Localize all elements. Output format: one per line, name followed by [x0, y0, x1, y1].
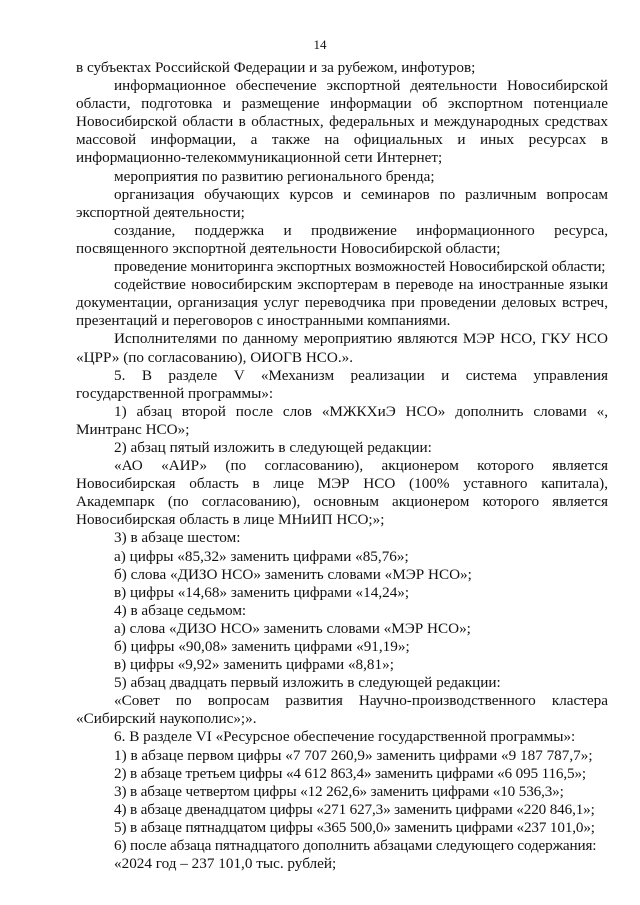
paragraph-0: в субъектах Российской Федерации и за рубежом, инфотуров; [76, 59, 476, 76]
paragraph-2: мероприятия по развитию регионального бренда; [114, 167, 435, 185]
paragraph-7: Исполнителями по данному мероприятию являются МЭР НСО, ГКУ НСО «ЦРР» (по согласованию), ОИОГВ НСО.». [76, 330, 608, 366]
paragraph-1: информационное обеспечение экспортной деятельности Новосибирской области, подготовка и размещение информации об экспортном потенциале Новосибирской области в областных, федеральных и международных средствах массовой информации, а также на официальных и иных ресурсах в информационно-телекоммуникационной сети Интернет; [76, 77, 608, 167]
paragraph-16: 4) в абзаце седьмом: [114, 601, 247, 619]
paragraph-19: в) цифры «9,92» заменить цифрами «8,81»; [114, 656, 394, 674]
paragraph-15: в) цифры «14,68» заменить цифрами «14,24»; [114, 583, 410, 601]
paragraph-24: 2) в абзаце третьем цифры «4 612 863,4» заменить цифрами «6 095 116,5»; [114, 764, 586, 782]
paragraph-10: 2) абзац пятый изложить в следующей редакции: [114, 438, 432, 456]
paragraph-17: а) слова «ДИЗО НСО» заменить словами «МЭР НСО»; [114, 619, 471, 637]
paragraph-28: 6) после абзаца пятнадцатого дополнить абзацами следующего содержания: [114, 837, 597, 855]
paragraph-6: содействие новосибирским экспортерам в переводе на иностранные языки документации, организация услуг переводчика при проведении деловых встреч, презентаций и переговоров с иностранными компаниями. [76, 276, 608, 330]
paragraph-20: 5) абзац двадцать первый изложить в следующей редакции: [114, 674, 501, 692]
paragraph-27: 5) в абзаце пятнадцатом цифры «365 500,0» заменить цифрами «237 101,0»; [114, 818, 595, 836]
paragraph-12: 3) в абзаце шестом: [114, 529, 241, 547]
paragraph-23: 1) в абзаце первом цифры «7 707 260,9» заменить цифрами «9 187 787,7»; [114, 746, 593, 764]
paragraph-8: 5. В разделе V «Механизм реализации и система управления государственной программы»: [76, 366, 608, 402]
paragraph-21: «Совет по вопросам развития Научно-производственного кластера «Сибирский наукополис»;». [76, 692, 608, 728]
paragraph-13: а) цифры «85,32» заменить цифрами «85,76»; [114, 547, 409, 565]
paragraph-11: «АО «АИР» (по согласованию), акционером которого является Новосибирская область в лице МЭР НСО (100% уставного капитала), Академпарк (по согласованию), основным акционером которого является Новосибирская область в лице МНиИП НСО;»; [76, 457, 608, 529]
paragraph-22: 6. В разделе VI «Ресурсное обеспечение государственной программы»: [114, 728, 576, 746]
paragraph-4: создание, поддержка и продвижение информационного ресурса, посвященного экспортной деятельности Новосибирской области; [76, 221, 608, 257]
page-number: 14 [313, 37, 327, 52]
paragraph-18: б) цифры «90,08» заменить цифрами «91,19»; [114, 638, 410, 655]
paragraph-29: «2024 год – 237 101,0 тыс. рублей; [114, 855, 337, 873]
paragraph-3: организация обучающих курсов и семинаров по различным вопросам экспортной деятельности; [76, 185, 608, 221]
paragraph-14: б) слова «ДИЗО НСО» заменить словами «МЭР НСО»; [114, 565, 472, 583]
paragraph-26: 4) в абзаце двенадцатом цифры «271 627,3» заменить цифрами «220 846,1»; [114, 800, 595, 818]
paragraph-5: проведение мониторинга экспортных возможностей Новосибирской области; [114, 258, 606, 276]
paragraph-9: 1) абзац второй после слов «МЖКХиЭ НСО» дополнить словами «, Минтранс НСО»; [76, 402, 608, 438]
paragraph-25: 3) в абзаце четвертом цифры «12 262,6» заменить цифрами «10 536,3»; [114, 782, 564, 800]
document-body [76, 59, 608, 873]
